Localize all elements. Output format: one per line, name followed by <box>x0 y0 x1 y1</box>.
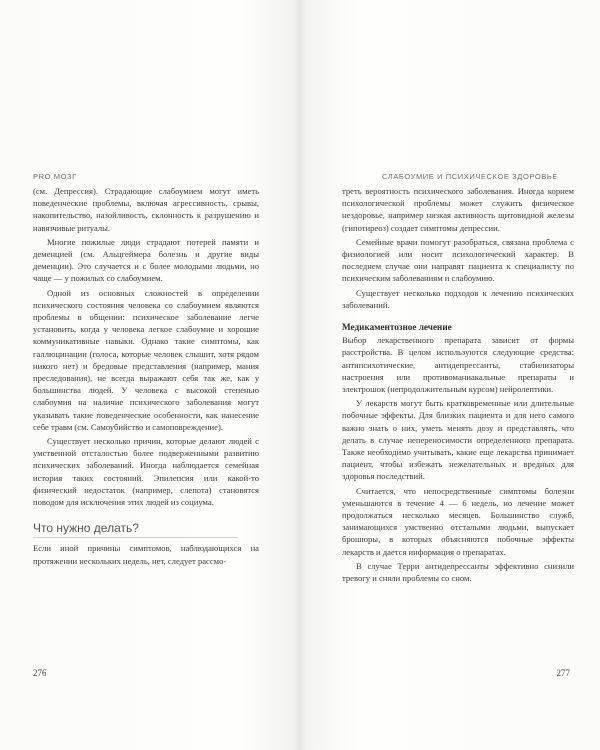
running-head: PRO МОЗГ <box>33 172 77 181</box>
paragraph: (см. Депрессия). Страдающие слабоумием могут иметь поведенческие проблемы, включая агрессивность, срывы, накопительство, назойливость, склонность к разрушению и навязчивые ритуалы. <box>33 186 259 233</box>
subheading: Медикаментозное лечение <box>342 322 452 333</box>
paragraph: Если иной причины симптомов, наблюдающихся на протяжении нескольких недель, нет, следует рассмо- <box>33 543 259 566</box>
right-text-block <box>342 185 574 584</box>
page-number: 277 <box>556 668 570 678</box>
section-heading: Что нужно делать? <box>33 522 238 538</box>
paragraph: Многие пожилые люди страдают потерей памяти и деменцией (см. Альцгеймера болезнь и другие виды деменции). Это случается и с более молодыми людьми, но чаще — у пожилых со слабоумием. <box>33 236 259 284</box>
paragraph: В случае Терри антидепрессанты эффективно снизили тревогу и сняли проблемы со сном. <box>342 560 574 584</box>
left-text-block <box>33 185 259 567</box>
running-head: СЛАБОУМИЕ И ПСИХИЧЕСКОЕ ЗДОРОВЬЕ <box>381 172 558 181</box>
right-page <box>300 0 600 750</box>
paragraph: Существует несколько подходов к лечению психических заболеваний. <box>342 287 574 310</box>
page-number: 276 <box>33 668 47 678</box>
paragraph: треть вероятность психического заболевания. Иногда корнем психологической проблемы может служить физическое нездоровье, например низкая активность щитовидной железы (гипотиреоз) создает симптомы депрессии. <box>342 186 574 233</box>
paragraph: Выбор лекарственного препарата зависит от формы расстройства. В целом используются следующие средства: антипсихотические, антидепрессанты, стабилизаторы настроения или противоманиакальные препараты и электрошок (непродолжительным курсом) нейролептики. <box>342 335 574 395</box>
paragraph: Существует несколько причин, которые делают людей с умственной отсталостью более подверженными развитию психических заболеваний. Иногда наблюдается семейная история таких состояний. Эпилепсия или какой-то физический недостаток (например, слепота) становятся поводом для исключения этих людей из социума. <box>33 436 259 508</box>
paragraph: Семейные врачи помогут разобраться, связана проблема с физиологией или носит психологический характер. В последнем случае они направят пациента к специалисту по психическим заболеваниям и слабоумию. <box>342 236 574 284</box>
paragraph: У лекарств могут быть кратковременные или длительные побочные эффекты. Для близких пациента и для него самого важно знать о них, уметь менять дозу и представлять, что делать в случае непереносимости определенного препарата. Также необходимо учитывать, какие еще лекарства принимает пациент, чтобы избежать нежелательных и вредных для здоровья последствий. <box>342 398 574 482</box>
paragraph: Одной из основных сложностей в определении психического состояния человека со слабоумием являются проблемы в общении: психическое заболевание легче установить, когда у человека легкое слабоумие и хорошие коммуникативные навыки. Однако такие симптомы, как галлюцинации (голоса, которые человек слышит, хотя рядом никого нет) и бредовые представления (например, мания преследования), не всегда выражают себя так же, как у большинства людей. У человека с высокой степенью слабоумия на наличие психического заболевания могут указывать такие поведенческие особенности, как нанесение себе травм (см. Самоубийство и самоповреждение). <box>33 287 259 432</box>
paragraph: Считается, что непосредственные симптомы болезни уменьшаются в течение 4 — 6 недель, но лечение может продолжаться несколько месяцев. Большинство служб, занимающихся умственно отсталыми людьми, выпускает брошюры, в которых объясняются побочные эффекты лекарств и дается информация о препаратах. <box>342 485 574 557</box>
